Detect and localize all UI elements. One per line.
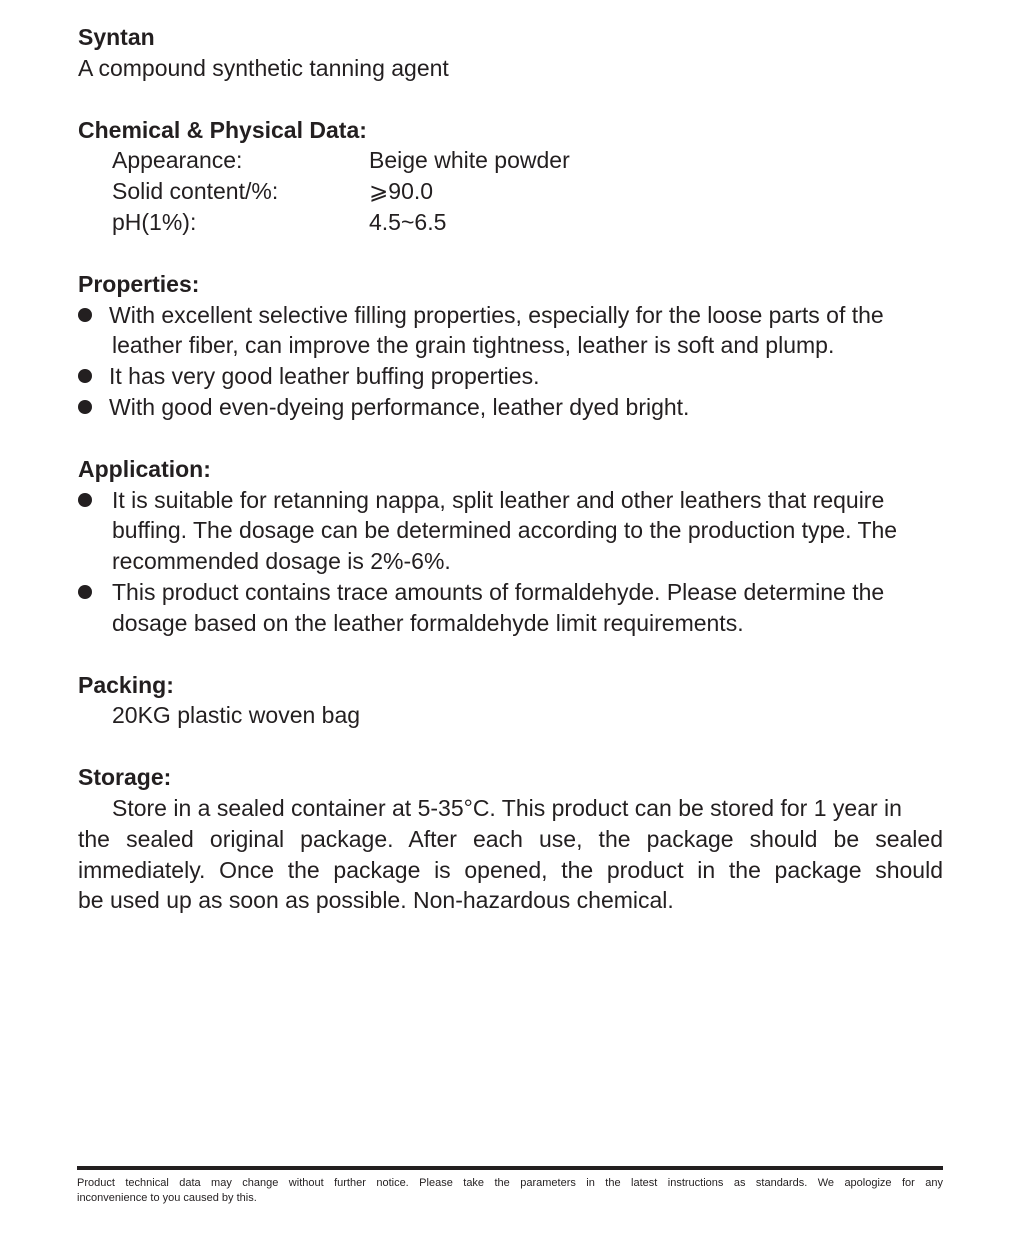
storage-paragraph bbox=[78, 793, 943, 916]
list-item bbox=[78, 361, 943, 392]
list-item-text: It is suitable for retanning nappa, split leather and other leathers that require bbox=[112, 486, 885, 513]
chemical-data-key: Appearance: bbox=[112, 147, 243, 174]
list-item-text: This product contains trace amounts of formaldehyde. Please determine the bbox=[112, 578, 885, 605]
chemical-data-row bbox=[78, 207, 943, 238]
storage-line: Store in a sealed container at 5-35°C. This product can be stored for 1 year in bbox=[112, 794, 902, 821]
chemical-data-key: Solid content/%: bbox=[112, 178, 279, 205]
product-description: A compound synthetic tanning agent bbox=[78, 54, 449, 81]
bullet-icon bbox=[78, 308, 92, 322]
footer-disclaimer bbox=[77, 1166, 943, 1206]
product-name: Syntan bbox=[78, 24, 155, 50]
list-item-text: dosage based on the leather formaldehyde limit requirements. bbox=[112, 609, 744, 636]
chemical-data-value: 4.5~6.5 bbox=[369, 208, 447, 235]
footer-line: inconvenience to you caused by this. bbox=[77, 1192, 257, 1204]
bullet-icon bbox=[78, 493, 92, 507]
bullet-icon bbox=[78, 369, 92, 383]
storage-heading: Storage: bbox=[78, 764, 172, 791]
list-item-text: buffing. The dosage can be determined according to the production type. The bbox=[112, 517, 898, 544]
chemical-data-table bbox=[78, 145, 943, 237]
chemical-data-value: Beige white powder bbox=[369, 147, 570, 174]
list-item bbox=[78, 392, 943, 423]
bullet-icon bbox=[78, 585, 92, 599]
list-item bbox=[78, 577, 943, 639]
properties-heading: Properties: bbox=[78, 270, 200, 297]
list-item-text: leather fiber, can improve the grain tightness, leather is soft and plump. bbox=[112, 332, 835, 359]
chemical-data-key: pH(1%): bbox=[112, 208, 197, 235]
chemical-data-row bbox=[78, 176, 943, 207]
chemical-data-row bbox=[78, 145, 943, 176]
chemical-data-heading: Chemical & Physical Data: bbox=[78, 116, 367, 143]
list-item-text: recommended dosage is 2%-6%. bbox=[112, 548, 451, 575]
list-item bbox=[78, 485, 943, 577]
list-item-text: With good even-dyeing performance, leather dyed bright. bbox=[109, 393, 690, 420]
list-item-text: It has very good leather buffing properties. bbox=[109, 363, 540, 390]
chemical-data-value: ⩾90.0 bbox=[369, 178, 434, 205]
bullet-icon bbox=[78, 400, 92, 414]
list-item-text: With excellent selective filling properties, especially for the loose parts of the bbox=[109, 301, 884, 328]
application-heading: Application: bbox=[78, 455, 211, 482]
storage-line: the sealed original package. After each use, the package should be sealed bbox=[78, 825, 943, 852]
storage-line: be used up as soon as possible. Non-hazardous chemical. bbox=[78, 887, 674, 914]
list-item bbox=[78, 300, 943, 362]
footer-line: Product technical data may change without further notice. Please take the parameters in the latest instructions as standards. We apologize for any bbox=[77, 1177, 943, 1189]
storage-line: immediately. Once the package is opened, the product in the package should bbox=[78, 856, 943, 883]
properties-list bbox=[78, 300, 943, 423]
document-body bbox=[78, 22, 943, 916]
application-list bbox=[78, 485, 943, 639]
packing-heading: Packing: bbox=[78, 671, 174, 698]
packing-text: 20KG plastic woven bag bbox=[112, 702, 361, 729]
